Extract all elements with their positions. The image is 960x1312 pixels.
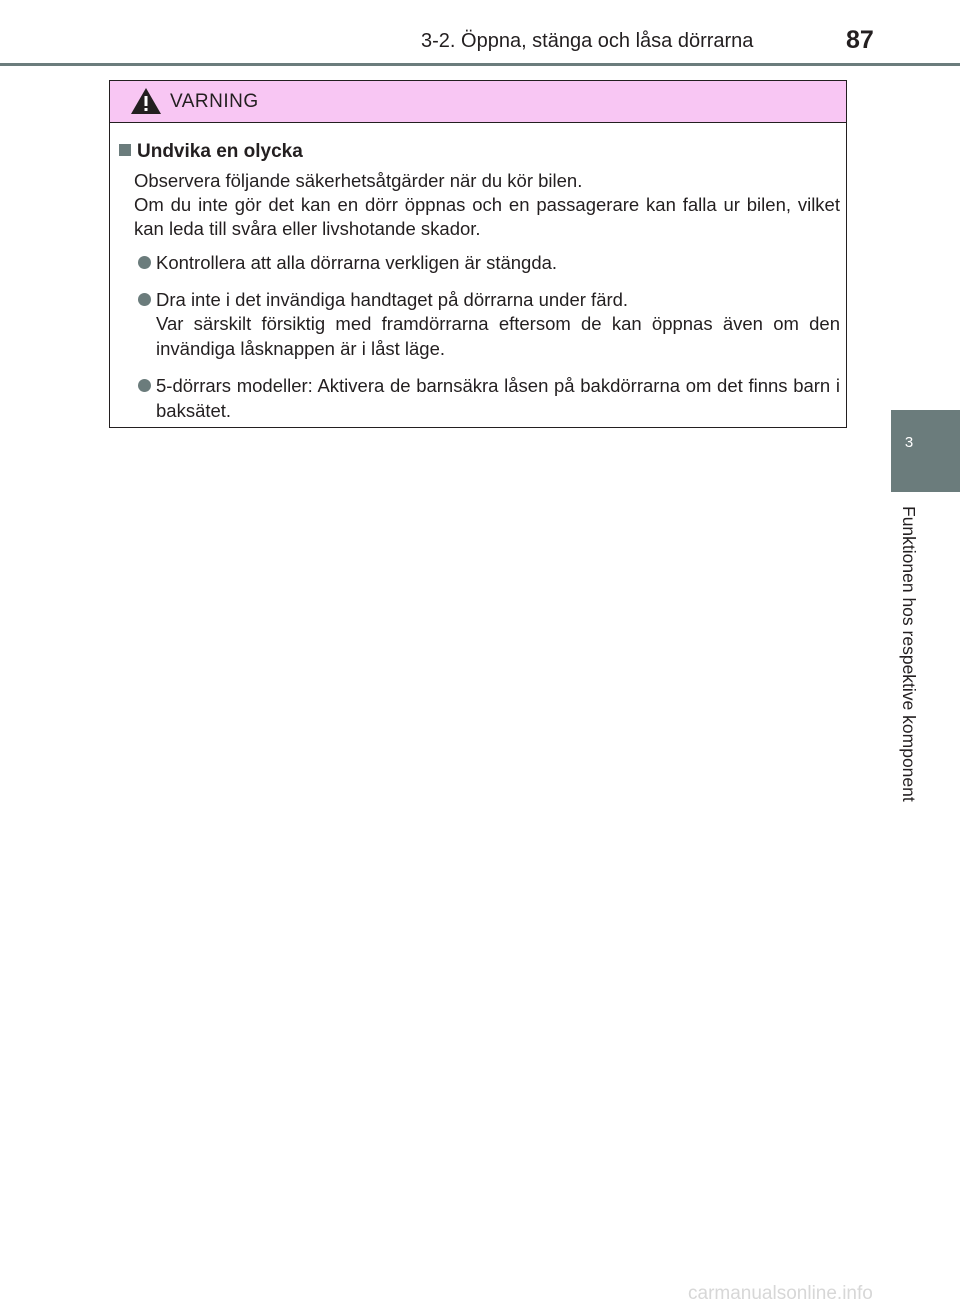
section-title-text: Undvika en olycka — [137, 141, 303, 162]
list-item-text: Var särskilt försiktig med framdörrarna eftersom de kan öppnas även om den invändiga låsknappen är i låst läge. — [156, 313, 840, 359]
list-item — [138, 288, 840, 313]
square-bullet-icon — [119, 144, 131, 156]
circle-bullet-icon — [138, 379, 151, 392]
chapter-number: 3 — [904, 434, 914, 451]
list-item — [138, 374, 840, 423]
circle-bullet-icon — [138, 293, 151, 306]
page-number: 87 — [846, 26, 874, 54]
circle-bullet-icon — [138, 256, 151, 269]
list-item-text: 5-dörrars modeller: Aktivera de barnsäkra låsen på bakdörrarna om det finns barn i baksätet. — [156, 375, 840, 421]
header-divider — [0, 63, 960, 66]
list-item-text: Dra inte i det invändiga handtaget på dörrarna under färd. — [156, 289, 629, 310]
warning-triangle-icon — [130, 87, 162, 115]
warning-box — [109, 80, 847, 428]
list-item-continuation — [138, 312, 840, 361]
warning-label: VARNING — [170, 91, 259, 112]
chapter-tab — [891, 410, 960, 492]
chapter-label: Funktionen hos respektive komponent — [899, 506, 919, 802]
list-item — [138, 251, 840, 276]
section-header-title: 3-2. Öppna, stänga och låsa dörrarna — [421, 30, 754, 52]
page-header — [0, 0, 960, 66]
section-title — [119, 141, 303, 163]
watermark: carmanualsonline.info — [688, 1283, 873, 1304]
intro-text-line1: Observera följande säkerhetsåtgärder när du kör bilen. — [134, 170, 583, 191]
warning-header — [110, 81, 846, 123]
intro-text-line2: Om du inte gör det kan en dörr öppnas och en passagerare kan falla ur bilen, vilket kan leda till svåra eller livshotande skador. — [134, 194, 840, 239]
list-item-text: Kontrollera att alla dörrarna verkligen är stängda. — [156, 252, 558, 273]
